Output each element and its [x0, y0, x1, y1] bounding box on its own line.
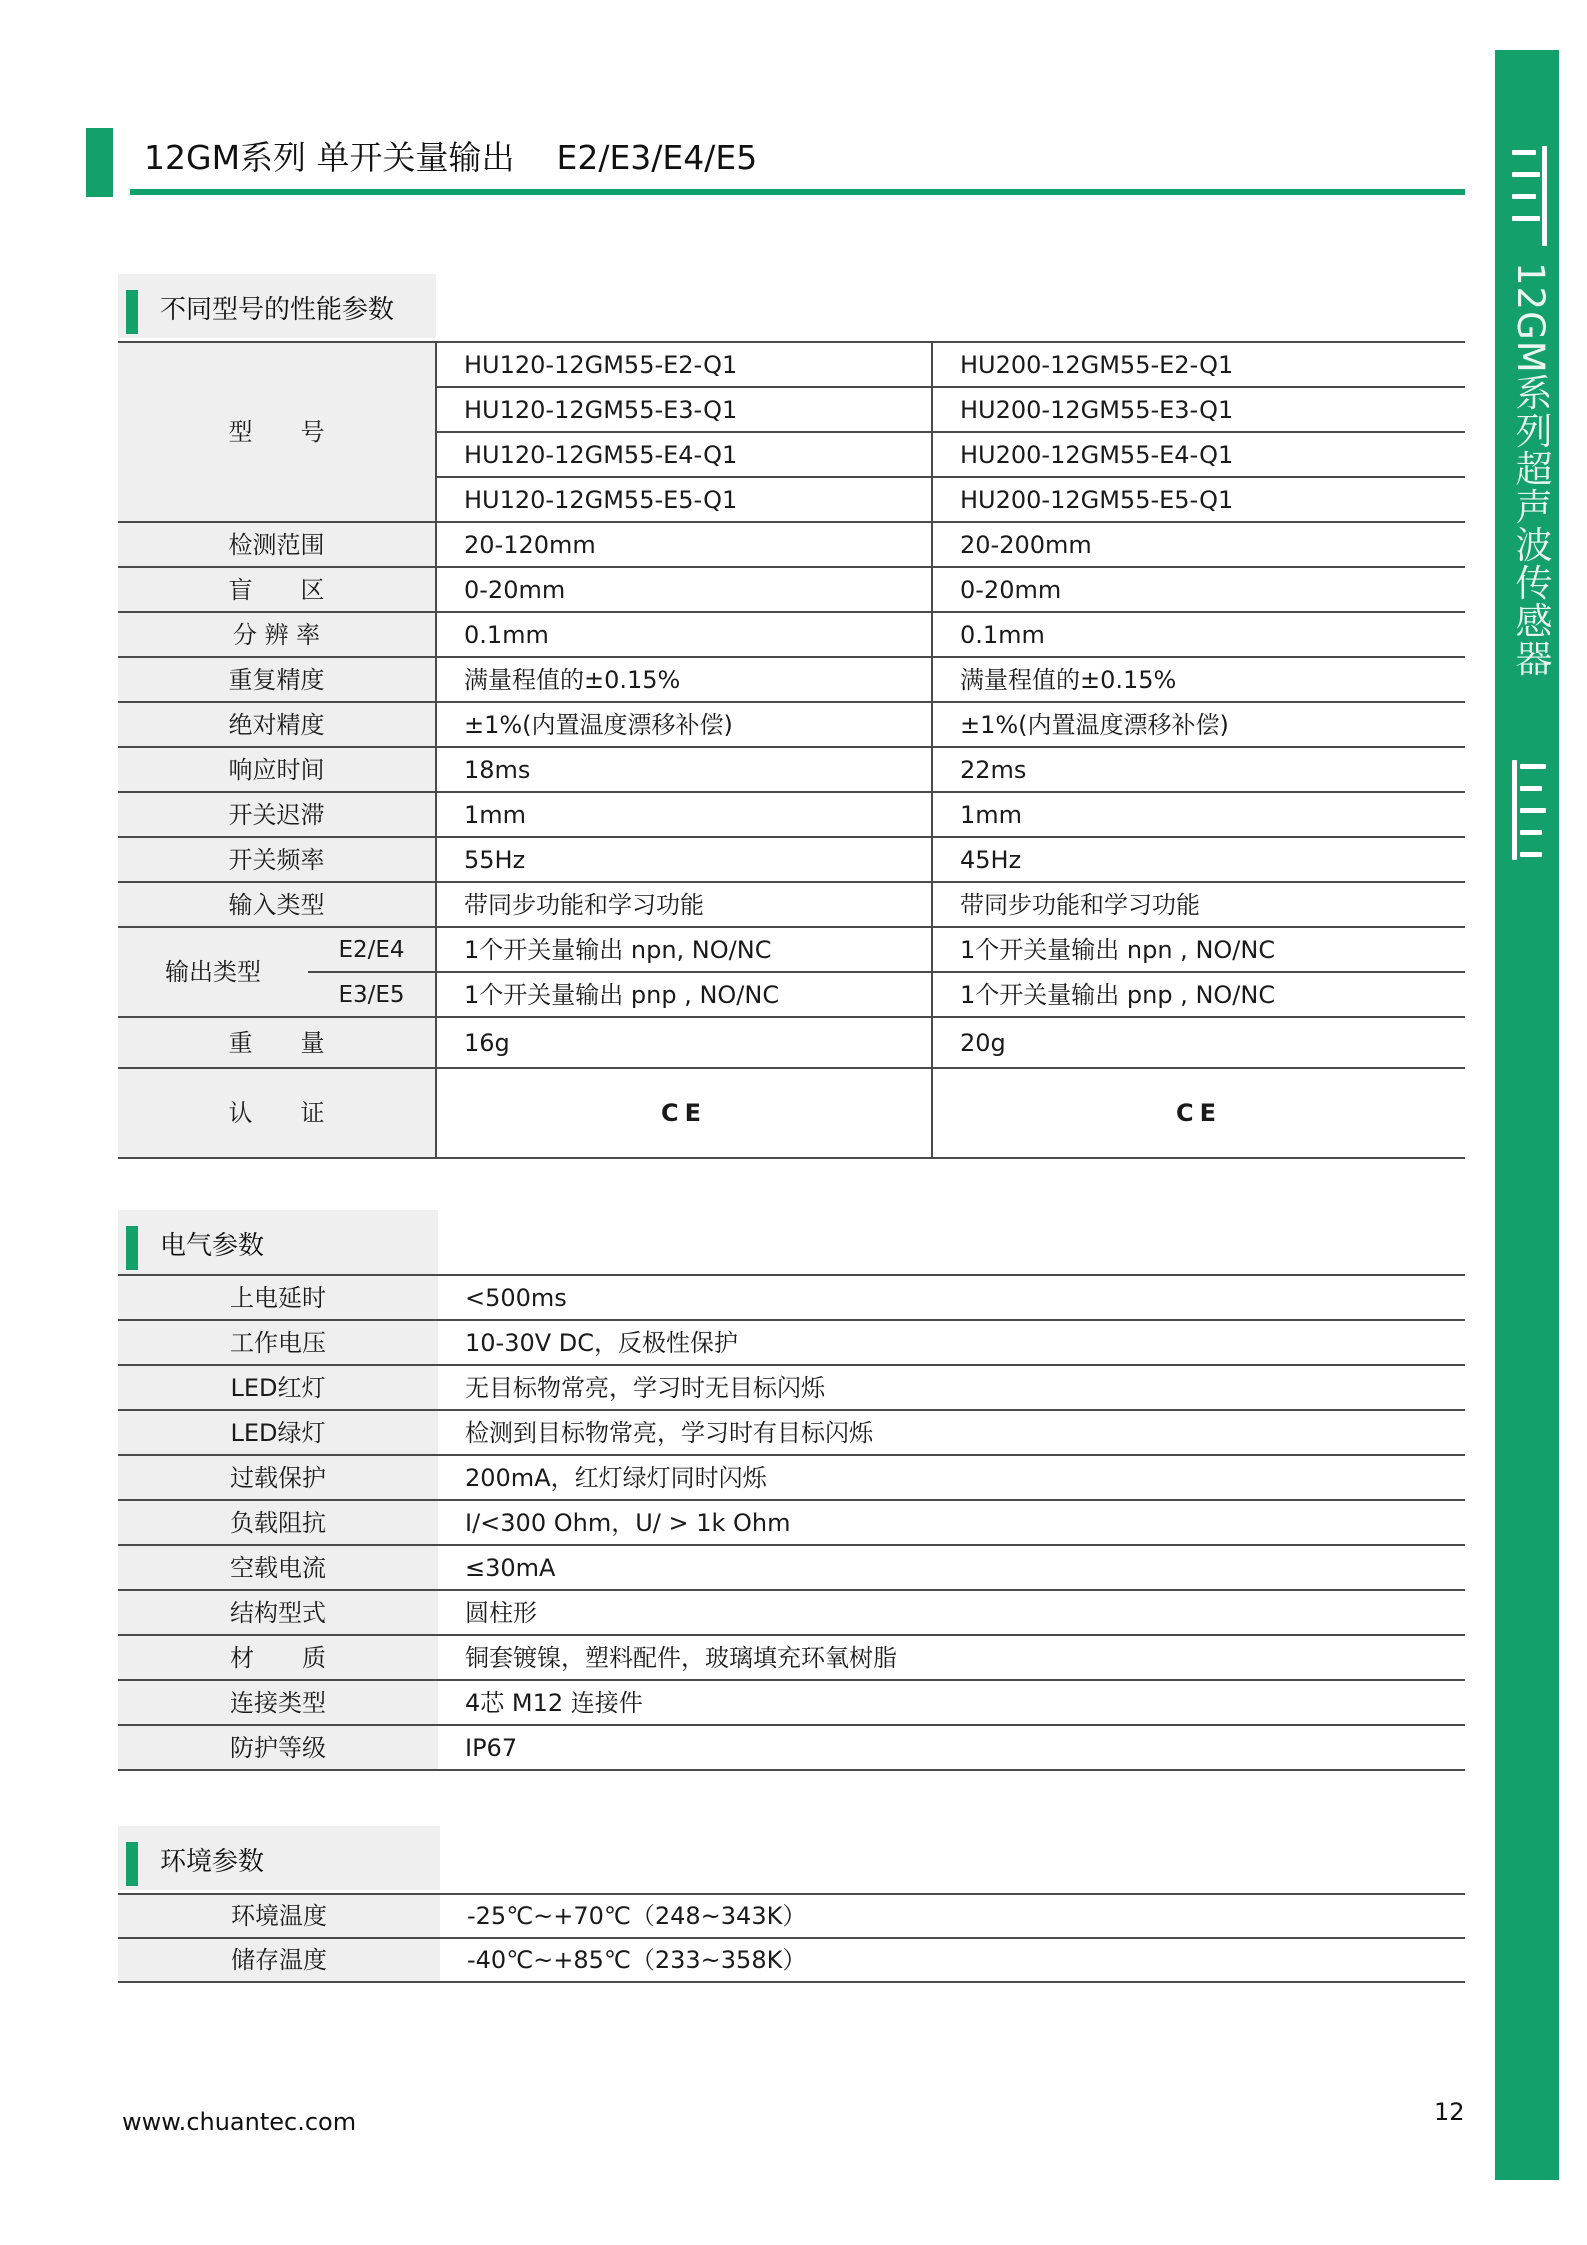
side-band-top-decoration — [1512, 146, 1546, 248]
value-b: 22ms — [932, 747, 1465, 792]
value-b: 满量程值的±0.15% — [932, 657, 1465, 702]
table-row — [118, 882, 1465, 927]
row-label: 工作电压 — [118, 1320, 438, 1365]
weight-a: 16g — [436, 1017, 932, 1068]
row-value: I/<300 Ohm，U/ > 1k Ohm — [438, 1500, 1465, 1545]
row-value: <500ms — [438, 1275, 1465, 1320]
row-label: 盲 区 — [118, 567, 436, 612]
table-row — [118, 612, 1465, 657]
row-label: 过载保护 — [118, 1455, 438, 1500]
table-row — [118, 1068, 1465, 1158]
output-type-label: 输出类型 — [118, 927, 308, 1017]
table-row — [118, 1410, 1465, 1455]
ce-mark-a: CE — [436, 1068, 932, 1158]
row-label: LED绿灯 — [118, 1410, 438, 1455]
weight-label: 重 量 — [118, 1017, 436, 1068]
row-value: 无目标物常亮，学习时无目标闪烁 — [438, 1365, 1465, 1410]
section-header-performance — [118, 274, 436, 338]
performance-table — [118, 341, 1465, 1159]
table-row — [118, 1455, 1465, 1500]
table-row — [118, 1017, 1465, 1068]
table-row — [118, 1590, 1465, 1635]
table-row — [118, 1725, 1465, 1770]
row-value: 铜套镀镍，塑料配件，玻璃填充环氧树脂 — [438, 1635, 1465, 1680]
table-row — [118, 342, 1465, 387]
row-label: 开关迟滞 — [118, 792, 436, 837]
value-a: 55Hz — [436, 837, 932, 882]
value-b: 1mm — [932, 792, 1465, 837]
table-row — [118, 657, 1465, 702]
row-label: 空载电流 — [118, 1545, 438, 1590]
value-a: 1个开关量输出 pnp , NO/NC — [436, 972, 932, 1017]
electrical-table — [118, 1274, 1465, 1771]
model-b: HU200-12GM55-E5-Q1 — [932, 477, 1465, 522]
value-a: 18ms — [436, 747, 932, 792]
value-b: 1个开关量输出 pnp , NO/NC — [932, 972, 1465, 1017]
section-title-electrical: 电气参数 — [160, 1231, 265, 1261]
table-row — [118, 792, 1465, 837]
table-row — [118, 1275, 1465, 1320]
section-title-environment: 环境参数 — [160, 1847, 265, 1877]
value-b: 20-200mm — [932, 522, 1465, 567]
value-a: 0-20mm — [436, 567, 932, 612]
output-subtype-label: E3/E5 — [308, 972, 436, 1017]
page-number: 12 — [1434, 2098, 1465, 2126]
table-row — [118, 1635, 1465, 1680]
table-row — [118, 972, 1465, 1017]
model-a: HU120-12GM55-E3-Q1 — [436, 387, 932, 432]
row-value: ≤30mA — [438, 1545, 1465, 1590]
value-a: ±1%(内置温度漂移补偿) — [436, 702, 932, 747]
table-row — [118, 1365, 1465, 1410]
row-label: 输入类型 — [118, 882, 436, 927]
table-row — [118, 1938, 1465, 1982]
row-label: 防护等级 — [118, 1725, 438, 1770]
value-a: 满量程值的±0.15% — [436, 657, 932, 702]
ce-mark-b: CE — [932, 1068, 1465, 1158]
table-row — [118, 1500, 1465, 1545]
section-header-electrical — [118, 1210, 438, 1274]
section-title-performance: 不同型号的性能参数 — [160, 295, 395, 325]
model-a: HU120-12GM55-E2-Q1 — [436, 342, 932, 387]
header-underline — [130, 189, 1465, 195]
table-row — [118, 1545, 1465, 1590]
model-b: HU200-12GM55-E4-Q1 — [932, 432, 1465, 477]
row-label: 环境温度 — [118, 1894, 440, 1938]
value-b: 带同步功能和学习功能 — [932, 882, 1465, 927]
value-a: 1mm — [436, 792, 932, 837]
row-value: -40℃~+85℃（233~358K） — [440, 1938, 1465, 1982]
table-row — [118, 702, 1465, 747]
table-row — [118, 522, 1465, 567]
value-a: 20-120mm — [436, 522, 932, 567]
value-a: 1个开关量输出 npn, NO/NC — [436, 927, 932, 972]
model-b: HU200-12GM55-E2-Q1 — [932, 342, 1465, 387]
row-value: 200mA，红灯绿灯同时闪烁 — [438, 1455, 1465, 1500]
value-b: 0.1mm — [932, 612, 1465, 657]
model-a: HU120-12GM55-E4-Q1 — [436, 432, 932, 477]
row-label: 负载阻抗 — [118, 1500, 438, 1545]
value-a: 带同步功能和学习功能 — [436, 882, 932, 927]
environment-table — [118, 1893, 1465, 1983]
side-band-title: 12GM系列超声波传感器 — [1509, 262, 1552, 678]
page-title: 12GM系列 单开关量输出 E2/E3/E4/E5 — [144, 138, 758, 177]
row-label: 连接类型 — [118, 1680, 438, 1725]
row-value: 4芯 M12 连接件 — [438, 1680, 1465, 1725]
value-b: ±1%(内置温度漂移补偿) — [932, 702, 1465, 747]
row-value: 圆柱形 — [438, 1590, 1465, 1635]
header-accent-bar — [86, 128, 113, 197]
value-b: 45Hz — [932, 837, 1465, 882]
row-label: 分 辨 率 — [118, 612, 436, 657]
row-label: 检测范围 — [118, 522, 436, 567]
row-label: 响应时间 — [118, 747, 436, 792]
model-label: 型 号 — [118, 342, 436, 522]
row-label: LED红灯 — [118, 1365, 438, 1410]
table-row — [118, 747, 1465, 792]
row-value: IP67 — [438, 1725, 1465, 1770]
row-value: 10-30V DC，反极性保护 — [438, 1320, 1465, 1365]
side-band-bottom-decoration — [1512, 760, 1546, 862]
row-label: 结构型式 — [118, 1590, 438, 1635]
table-row — [118, 1894, 1465, 1938]
table-row — [118, 1320, 1465, 1365]
model-b: HU200-12GM55-E3-Q1 — [932, 387, 1465, 432]
weight-b: 20g — [932, 1017, 1465, 1068]
row-value: -25℃~+70℃（248~343K） — [440, 1894, 1465, 1938]
row-value: 检测到目标物常亮，学习时有目标闪烁 — [438, 1410, 1465, 1455]
table-row — [118, 567, 1465, 612]
table-row — [118, 837, 1465, 882]
table-row — [118, 1680, 1465, 1725]
model-a: HU120-12GM55-E5-Q1 — [436, 477, 932, 522]
value-b: 1个开关量输出 npn , NO/NC — [932, 927, 1465, 972]
row-label: 重复精度 — [118, 657, 436, 702]
row-label: 绝对精度 — [118, 702, 436, 747]
row-label: 储存温度 — [118, 1938, 440, 1982]
section-header-environment — [118, 1826, 440, 1890]
row-label: 开关频率 — [118, 837, 436, 882]
row-label: 上电延时 — [118, 1275, 438, 1320]
value-a: 0.1mm — [436, 612, 932, 657]
certification-label: 认 证 — [118, 1068, 436, 1158]
row-label: 材 质 — [118, 1635, 438, 1680]
output-subtype-label: E2/E4 — [308, 927, 436, 972]
footer-url[interactable]: www.chuantec.com — [122, 2108, 357, 2136]
value-b: 0-20mm — [932, 567, 1465, 612]
table-row — [118, 927, 1465, 972]
